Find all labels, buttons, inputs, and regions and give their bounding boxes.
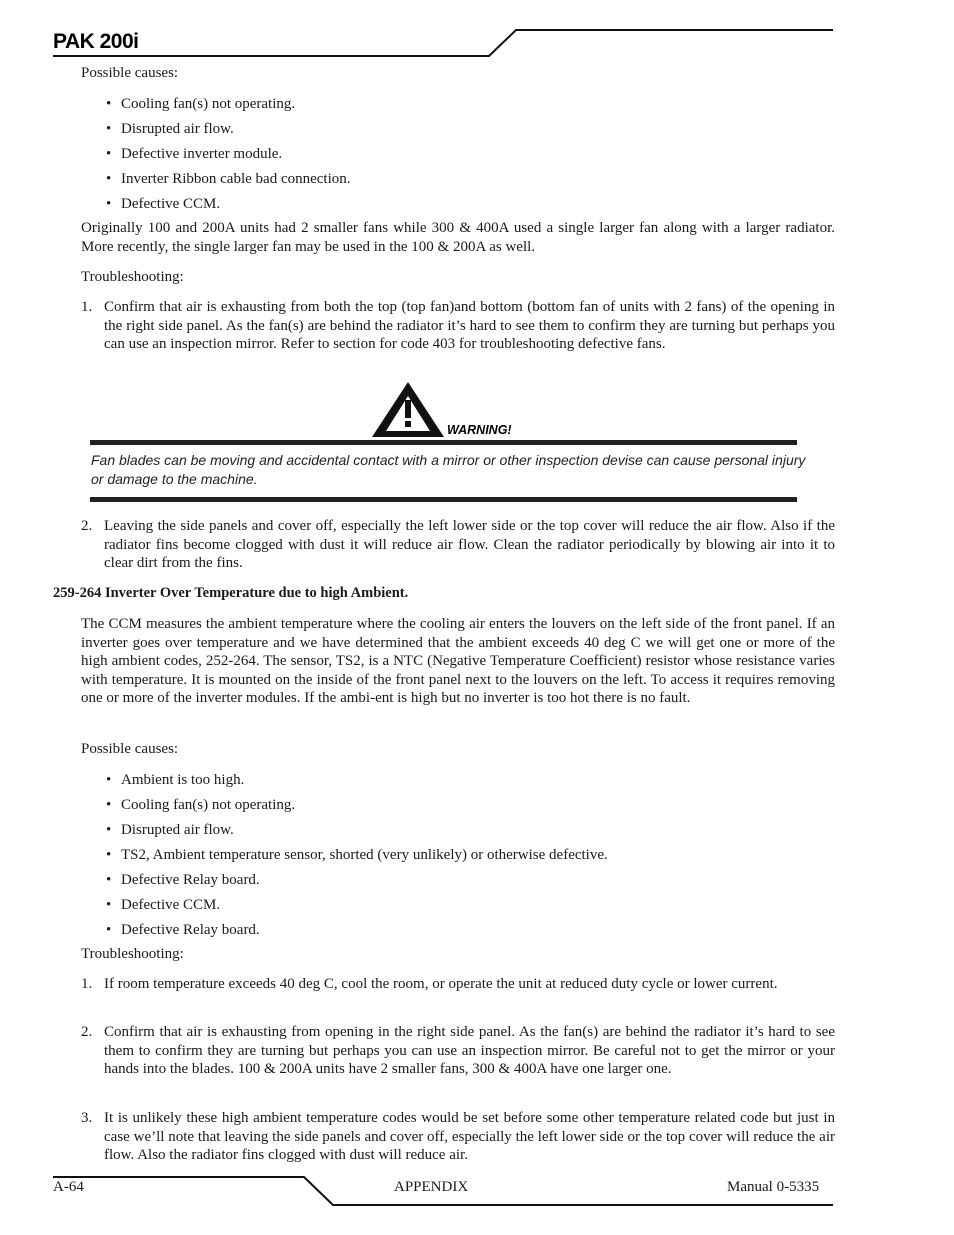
troubleshooting-label: Troubleshooting: — [81, 946, 184, 962]
warning-bottom-rule — [90, 497, 797, 502]
step-number: 2. — [81, 1024, 93, 1040]
page-number: A-64 — [53, 1179, 84, 1195]
warning-top-rule — [90, 440, 797, 445]
step-number: 2. — [81, 518, 93, 534]
step-text: Confirm that air is exhausting from opening in the right side panel. As the fan(s) are behind the radiator it’s hard to see them to confirm they are turning but perhaps you can use an inspection mirror. Be careful not to get the mirror or your hands into the blades. 100 & 200A units have 2 smaller fans, 300 & 400A have one larger one. — [104, 1024, 835, 1078]
step-text: It is unlikely these high ambient temperature codes would be set before some other temperature related code but just in case we’ll note that leaving the side panels and cover off, especially the left lower side or the top cover will reduce the air flow. Also the radiator fins clogged with dust will reduce air. — [104, 1110, 835, 1164]
warning-text: Fan blades can be moving and accidental contact with a mirror or other inspection devise can cause personal injury or damage to the machine. — [91, 452, 806, 487]
header-rule — [0, 0, 954, 70]
footer-section: APPENDIX — [394, 1179, 469, 1195]
document-title: PAK 200i — [53, 30, 139, 53]
step-text: Confirm that air is exhausting from both the top (top fan)and bottom (bottom fan of units with 2 fans) of the opening in the right side panel. As the fan(s) are behind the radiator it’s hard to see them to confirm they are turning but perhaps you can use an inspection mirror. Refer to section for code 403 for troubleshooting defective fans. — [104, 299, 835, 353]
possible-causes-label: Possible causes: — [81, 65, 179, 81]
step-number: 1. — [81, 976, 93, 992]
step-text: Leaving the side panels and cover off, especially the left lower side or the top cover will reduce the air flow. Also if the radiator fins become clogged with dust it will reduce air flow. Clean the radiator periodically by blowing air into it to clear dirt from the fins. — [104, 518, 835, 572]
step-number: 1. — [81, 299, 93, 315]
manual-number: Manual 0-5335 — [727, 1179, 820, 1195]
possible-causes-label: Possible causes: — [81, 741, 179, 757]
step-number: 3. — [81, 1110, 93, 1126]
section-heading: 259-264 Inverter Over Temperature due to high Ambient. — [53, 585, 409, 601]
step-text: If room temperature exceeds 40 deg C, cool the room, or operate the unit at reduced duty cycle or lower current. — [104, 976, 778, 992]
fans-note-paragraph: Originally 100 and 200A units had 2 smaller fans while 300 & 400A used a single larger fan along with a larger radiator. More recently, the single larger fan may be used in the 100 & 200A as well. — [81, 220, 835, 255]
ambient-intro-paragraph: The CCM measures the ambient temperature where the cooling air enters the louvers on the left side of the front panel. If an inverter goes over temperature and we have determined that the ambient exceeds 40 deg C we will get one or more of the high ambient codes, 252-264. The sensor, TS2, is a NTC (Negative Temperature Coefficient) resistor whose resistance varies with temperature. It is mounted on the inside of the front panel next to the louvers on the left. To access it requires removing one or more of the inverter modules. If the ambi-ent is high but no inverter is too hot there is no fault. — [81, 616, 835, 707]
troubleshooting-label: Troubleshooting: — [81, 269, 184, 285]
warning-triangle-icon — [370, 380, 450, 440]
warning-label: WARNING! — [447, 423, 512, 437]
